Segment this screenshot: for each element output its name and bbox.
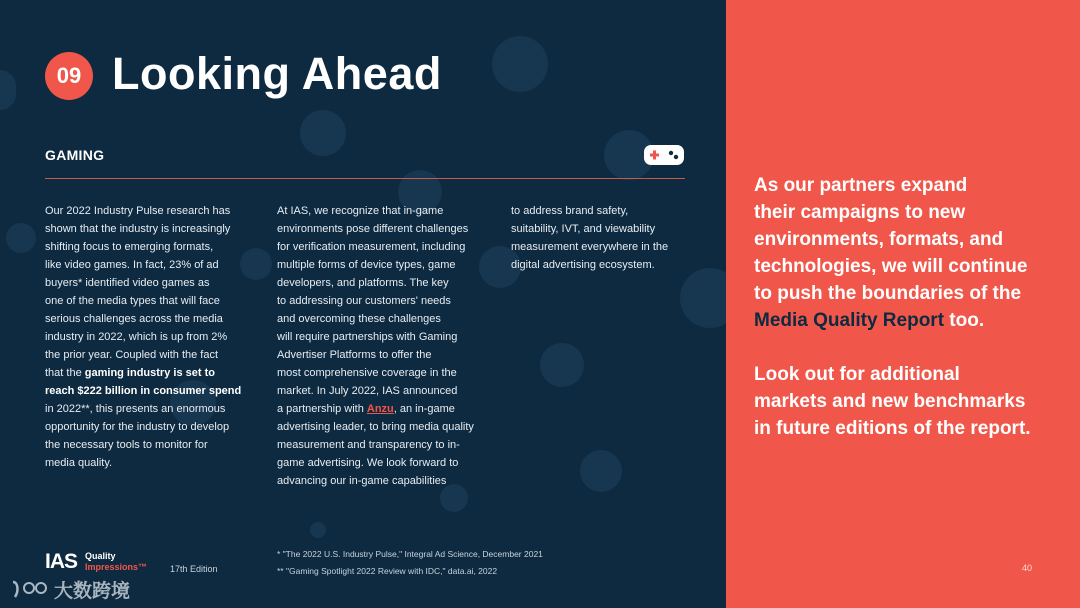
- text-run: that the: [45, 367, 85, 379]
- text-line: will require partnerships with Gaming: [277, 331, 458, 343]
- pull-quote-1: [754, 172, 1064, 334]
- text-line: game advertising. We look forward to: [277, 457, 459, 469]
- watermark-text: 大数跨境: [54, 581, 131, 602]
- watermark-logo-icon: [10, 579, 50, 601]
- text-line: measurement everywhere in the: [511, 241, 669, 253]
- footnote-1: * "The 2022 U.S. Industry Pulse," Integral Ad Science, December 2021: [277, 549, 543, 559]
- pull-quote-2: [754, 361, 1064, 442]
- section-label: GAMING: [45, 147, 105, 163]
- text-line: to addressing our customers' needs: [277, 295, 451, 307]
- text-line: Advertiser Platforms to offer the: [277, 349, 432, 361]
- text-line: multiple forms of device types, game: [277, 259, 456, 271]
- text-line: industry in 2022, which is up from 2%: [45, 331, 228, 343]
- logo-tagline: [85, 551, 147, 573]
- text-run: , an in-game: [393, 403, 455, 415]
- bg-bubble: [300, 110, 346, 156]
- logo-line-1: Quality: [85, 551, 116, 561]
- bg-bubble: [6, 223, 36, 253]
- ias-logo: [45, 550, 147, 574]
- anzu-link[interactable]: Anzu: [366, 403, 394, 415]
- text-line: media quality.: [45, 457, 113, 469]
- quote-line: to push the boundaries of the: [754, 283, 1022, 304]
- body-column-1: [45, 202, 260, 472]
- quote-text: too.: [944, 310, 985, 331]
- quote-highlight: Media Quality Report: [754, 310, 945, 331]
- quote-line: in future editions of the report.: [754, 418, 1031, 439]
- text-line: buyers* identified video games as: [45, 277, 210, 289]
- bg-bubble: [580, 450, 622, 492]
- logo-text: IAS: [45, 550, 78, 573]
- text-line: digital advertising ecosystem.: [511, 259, 655, 271]
- quote-line: [754, 307, 1064, 334]
- section-divider: [45, 178, 685, 179]
- bold-highlight: gaming industry is set to: [84, 367, 215, 379]
- bg-bubble: [540, 343, 584, 387]
- text-line: to address brand safety,: [511, 205, 629, 217]
- text-line: like video games. In fact, 23% of ad: [45, 259, 219, 271]
- text-line: environments pose different challenges: [277, 223, 469, 235]
- text-line: the prior year. Coupled with the fact: [45, 349, 219, 361]
- section-number-badge: 09: [45, 52, 93, 100]
- quote-line: environments, formats, and: [754, 229, 1004, 250]
- logo-line-2: Impressions™: [85, 562, 148, 572]
- text-line: Our 2022 Industry Pulse research has: [45, 205, 231, 217]
- text-line: in 2022**, this presents an enormous: [45, 403, 226, 415]
- text-line: measurement and transparency to in-: [277, 439, 460, 451]
- text-line: developers, and platforms. The key: [277, 277, 449, 289]
- body-column-3: [511, 202, 711, 274]
- text-line: shown that the industry is increasingly: [45, 223, 231, 235]
- bold-highlight: reach $222 billion in consumer spend: [45, 385, 242, 397]
- text-line: suitability, IVT, and viewability: [511, 223, 656, 235]
- text-line: [45, 382, 260, 400]
- page-number: 40: [1022, 563, 1033, 573]
- bg-bubble: [492, 36, 548, 92]
- quote-line: Look out for additional: [754, 364, 960, 385]
- text-line: for verification measurement, including: [277, 241, 466, 253]
- text-line: serious challenges across the media: [45, 313, 223, 325]
- quote-line: technologies, we will continue: [754, 256, 1028, 277]
- edition-label: 17th Edition: [170, 564, 218, 574]
- bg-bubble: [0, 70, 16, 110]
- text-line: At IAS, we recognize that in-game: [277, 205, 444, 217]
- text-line: most comprehensive coverage in the: [277, 367, 457, 379]
- text-line: and overcoming these challenges: [277, 313, 441, 325]
- body-column-2: [277, 202, 499, 490]
- text-line: the necessary tools to monitor for: [45, 439, 208, 451]
- quote-line: their campaigns to new: [754, 202, 966, 223]
- quote-line: markets and new benchmarks: [754, 391, 1026, 412]
- footnote-2: ** "Gaming Spotlight 2022 Review with IDC," data.ai, 2022: [277, 566, 498, 576]
- text-line: market. In July 2022, IAS announced: [277, 385, 458, 397]
- text-line: opportunity for the industry to develop: [45, 421, 230, 433]
- page-title: Looking Ahead: [112, 48, 442, 99]
- text-line: one of the media types that will face: [45, 295, 220, 307]
- text-line: shifting focus to emerging formats,: [45, 241, 214, 253]
- quote-line: As our partners expand: [754, 175, 968, 196]
- text-run: a partnership with: [277, 403, 367, 415]
- bg-bubble: [310, 522, 326, 538]
- text-line: [277, 400, 499, 418]
- watermark: [10, 576, 130, 603]
- gamepad-icon: [643, 144, 685, 166]
- text-line: advancing our in-game capabilities: [277, 475, 447, 487]
- text-line: [45, 364, 260, 382]
- text-line: advertising leader, to bring media quality: [277, 421, 474, 433]
